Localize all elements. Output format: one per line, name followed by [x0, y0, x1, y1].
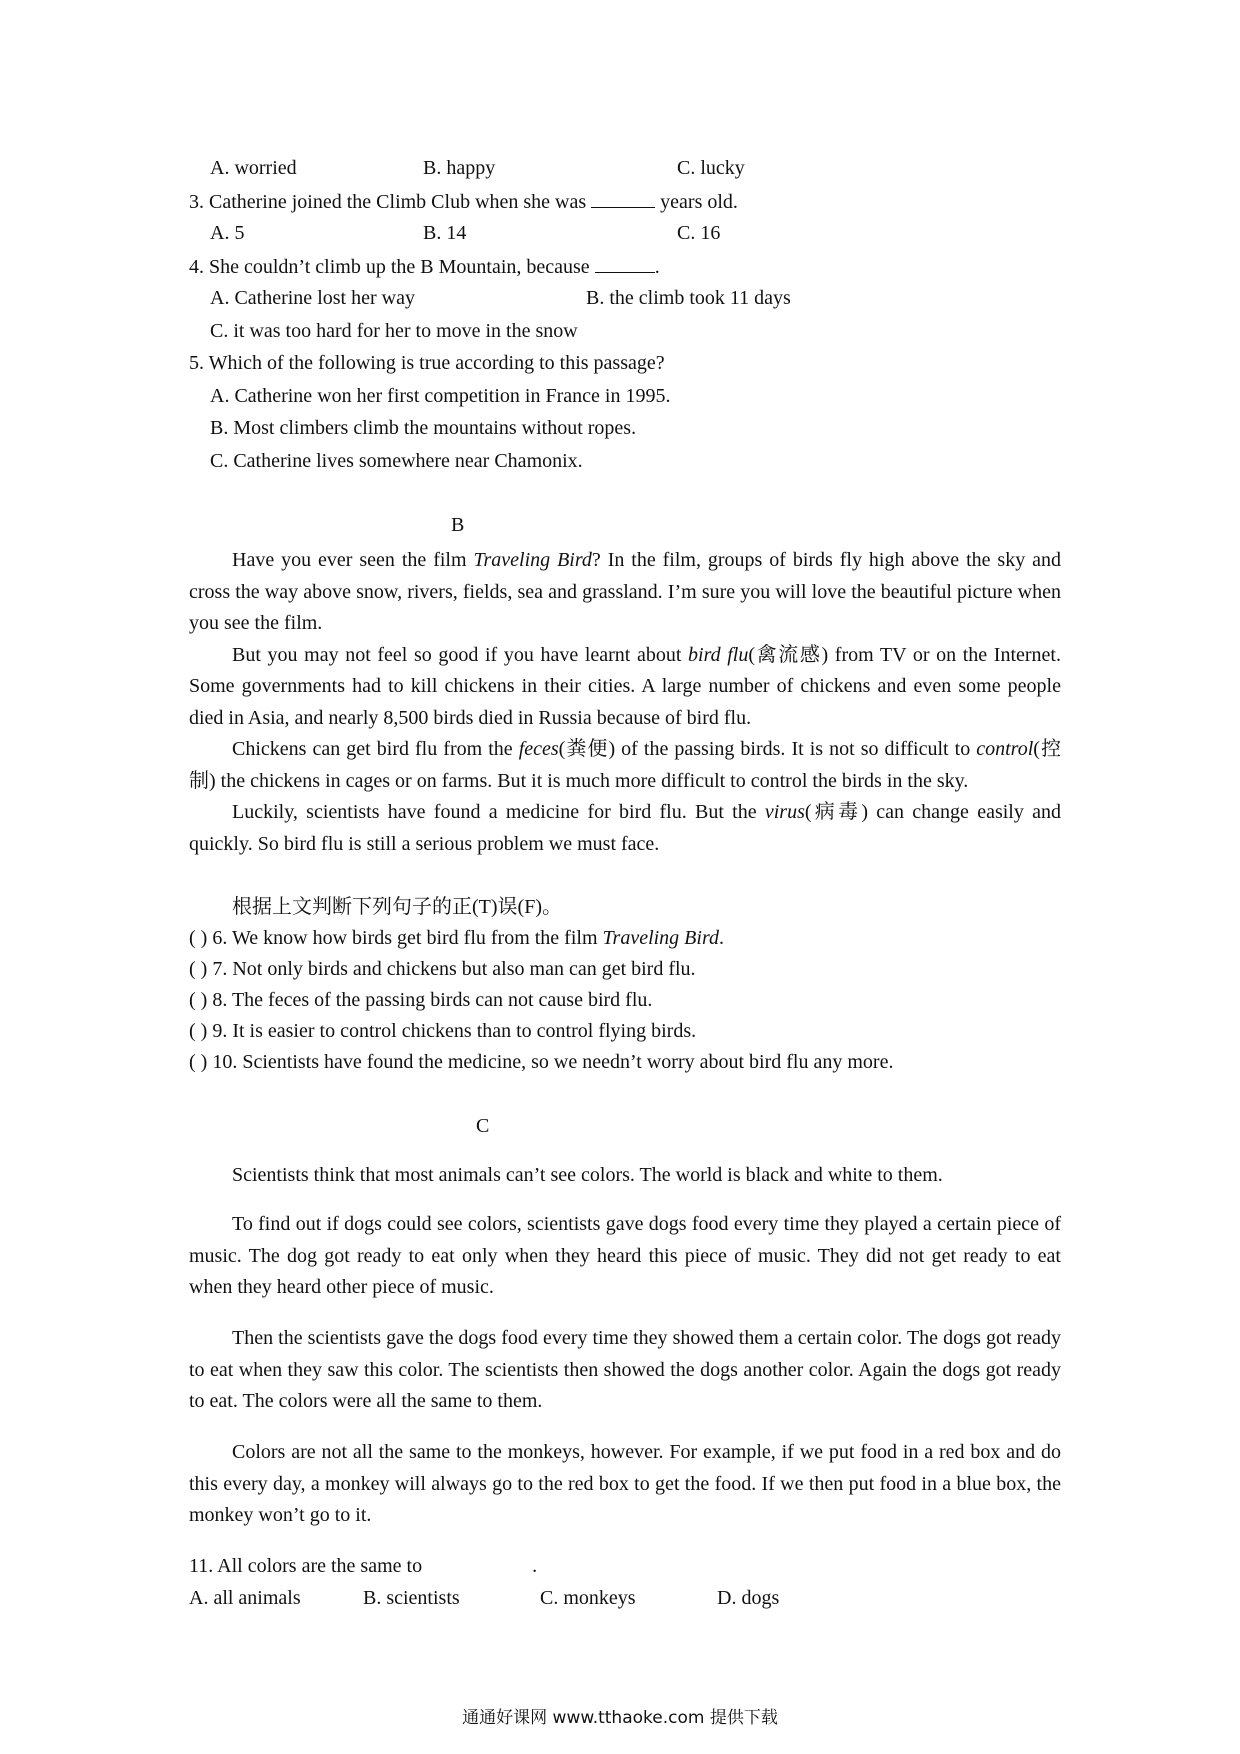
text-run: can change easily and quickly. So bird flu is still a serious problem we must face. — [189, 801, 1061, 855]
answer-bracket: ( ) — [189, 989, 208, 1011]
term-control: control — [976, 738, 1034, 760]
q4-stem-text: 4. She couldn’t climb up the B Mountain, because — [189, 256, 590, 278]
q3-stem — [189, 189, 738, 214]
gloss: (控制) — [189, 738, 1061, 792]
answer-bracket: ( ) — [189, 1020, 208, 1042]
text-run: Luckily, scientists have found a medicine for bird flu. But the — [232, 801, 765, 823]
gloss: (病毒) — [804, 801, 868, 823]
section-b-paragraph-4 — [189, 797, 1061, 860]
q4-option-b: B. the climb took 11 days — [586, 287, 791, 309]
q4-stem — [189, 254, 660, 279]
section-c-heading: C — [476, 1115, 490, 1137]
tf-item-7 — [189, 957, 696, 981]
q2-option-c: C. lucky — [677, 157, 745, 179]
q5-stem: 5. Which of the following is true according to this passage? — [189, 352, 665, 374]
tf-item-text: . — [719, 927, 724, 949]
q11-stem-text: 11. All colors are the same to — [189, 1555, 423, 1577]
q11-stem — [189, 1554, 537, 1578]
answer-bracket: ( ) — [189, 958, 208, 980]
term-feces: feces — [518, 738, 559, 760]
section-b-passage — [189, 545, 1061, 860]
q4-option-c: C. it was too hard for her to move in the snow — [210, 320, 578, 342]
text-run: But you may not feel so good if you have learnt about — [232, 643, 689, 666]
q3-stem-pre: 3. Catherine joined the Climb Club when she was — [189, 191, 587, 213]
q2-option-a: A. worried — [210, 157, 297, 179]
section-c-paragraph-3 — [189, 1323, 1061, 1418]
q5-option-b: B. Most climbers climb the mountains without ropes. — [210, 417, 637, 439]
tf-item-text: 6. We know how birds get bird flu from the film — [212, 927, 603, 949]
film-title: Traveling Bird — [473, 549, 592, 571]
q3-option-b: B. 14 — [423, 222, 467, 244]
q3-option-a: A. 5 — [210, 222, 245, 244]
q4-blank — [595, 254, 655, 273]
tf-item-8 — [189, 988, 652, 1012]
q11-option-a: A. all animals — [189, 1587, 301, 1609]
tf-item-text: 8. The feces of the passing birds can not cause bird flu. — [212, 989, 653, 1011]
text-run: of the passing birds. It is not so difficult to — [615, 738, 977, 760]
tf-item-10 — [189, 1050, 893, 1074]
text-run: Chickens can get bird flu from the — [232, 738, 519, 760]
section-b-paragraph-1 — [189, 545, 1061, 640]
text-run: from TV or on the Internet. Some governments had to kill chickens in their cities. A large number of chickens and even some people died in Asia, and nearly 8,500 birds died in Russia because of bird flu. — [189, 643, 1061, 729]
text-run: the chickens in cages or on farms. But it is much more difficult to control the birds in the sky. — [215, 769, 969, 792]
section-c-paragraph-2 — [189, 1209, 1061, 1304]
section-b-instruction: 根据上文判断下列句子的正(T)误(F)。 — [232, 896, 562, 918]
q4-option-a: A. Catherine lost her way — [210, 287, 415, 309]
term-virus: virus — [764, 801, 805, 823]
text-run: ? In the film, groups of birds fly high above the sky and cross the way above snow, rivers, fields, sea and grassland. I’m sure you will love the beautiful picture when you see the film. — [189, 549, 1062, 634]
section-b-heading: B — [451, 514, 465, 536]
section-c-paragraph-4 — [189, 1437, 1061, 1532]
text-run: Have you ever seen the film — [232, 549, 474, 571]
q4-stem-end: . — [654, 256, 660, 278]
q5-option-a: A. Catherine won her first competition in France in 1995. — [210, 385, 671, 407]
tf-item-text: 9. It is easier to control chickens than to control flying birds. — [212, 1020, 697, 1042]
paragraph-text: Colors are not all the same to the monkeys, however. For example, if we put food in a red box and do this every day, a monkey will always go to the red box to get the food. If we then put food in a blue box, the monkey won’t go to it. — [189, 1441, 1061, 1526]
paragraph-text: Then the scientists gave the dogs food every time they showed them a certain color. The dogs got ready to eat when they saw this color. The scientists then showed the dogs another color. Again the dogs got ready to eat. The colors were all the same to them. — [189, 1327, 1061, 1412]
q3-option-c: C. 16 — [677, 222, 721, 244]
tf-item-text: 10. Scientists have found the medicine, so we needn’t worry about bird flu any more. — [212, 1051, 894, 1073]
section-b-paragraph-2 — [189, 640, 1061, 735]
q11-option-d: D. dogs — [717, 1587, 780, 1609]
page-footer: 通通好课网 www.tthaoke.com 提供下载 — [462, 1708, 778, 1728]
q11-option-c: C. monkeys — [540, 1587, 636, 1609]
term-bird-flu: bird flu — [688, 643, 749, 666]
tf-item-text: 7. Not only birds and chickens but also man can get bird flu. — [212, 958, 696, 980]
section-b-paragraph-3 — [189, 734, 1061, 797]
tf-item-9 — [189, 1019, 696, 1043]
paragraph-text: Scientists think that most animals can’t see colors. The world is black and white to them. — [232, 1164, 943, 1186]
gloss: (禽流感) — [748, 643, 829, 666]
tf-item-6 — [189, 926, 724, 950]
q3-blank — [591, 189, 655, 208]
q11-option-b: B. scientists — [363, 1587, 460, 1609]
section-c-paragraph-1 — [189, 1160, 1061, 1192]
q3-stem-post: years old. — [660, 191, 738, 213]
answer-bracket: ( ) — [189, 1051, 208, 1073]
answer-bracket: ( ) — [189, 927, 208, 949]
q2-option-b: B. happy — [423, 157, 496, 179]
q11-stem-end: . — [532, 1555, 538, 1577]
gloss: (粪便) — [558, 738, 616, 760]
paragraph-text: To find out if dogs could see colors, scientists gave dogs food every time they played a certain piece of music. The dog got ready to eat only when they heard this piece of music. They did not get ready to eat when they heard other piece of music. — [189, 1213, 1061, 1298]
q5-option-c: C. Catherine lives somewhere near Chamonix. — [210, 450, 583, 472]
film-title: Traveling Bird — [602, 927, 719, 949]
